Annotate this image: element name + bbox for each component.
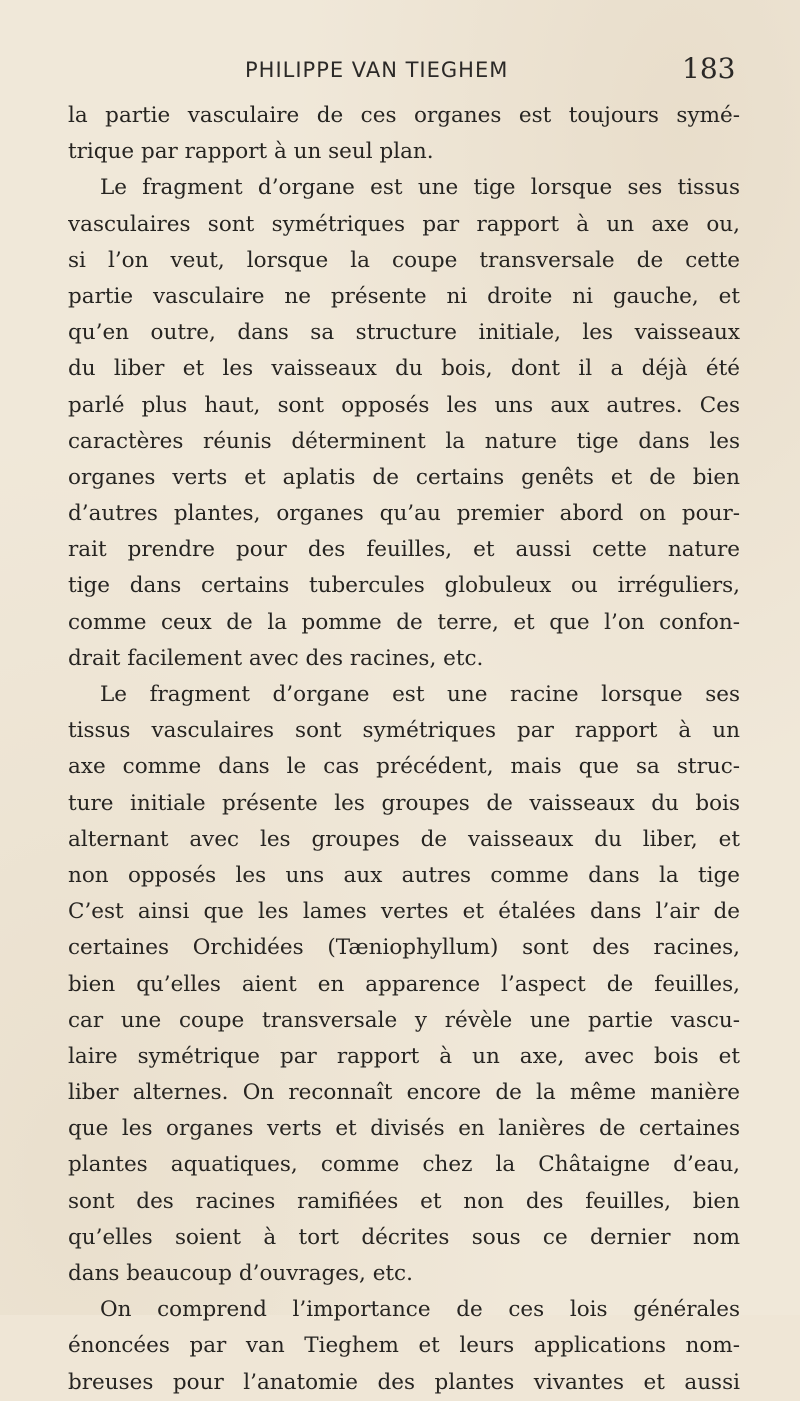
body-text (68, 98, 740, 1401)
paragraph-start-line: Le fragment d’organe est une racine lorsque ses (100, 682, 740, 707)
text-line: trique par rapport à un seul plan. (68, 139, 434, 165)
text-line: qu’elles soient à tort décrites sous ce dernier nom (68, 1224, 740, 1250)
text-line: si l’on veut, lorsque la coupe transversale de cette (68, 247, 740, 273)
text-line: dans beaucoup d’ouvrages, etc. (68, 1261, 413, 1286)
text-line: parlé plus haut, sont opposés les uns aux autres. Ces (68, 392, 740, 418)
text-line: ture initiale présente les groupes de vaisseaux du bois (68, 790, 740, 816)
text-line: organes verts et aplatis de certains genêts et de bien (68, 464, 740, 490)
page-header (0, 52, 800, 92)
text-line: certaines Orchidées (Tæniophyllum) sont des racines, (68, 935, 740, 961)
text-line: la partie vasculaire de ces organes est toujours symé- (68, 103, 740, 128)
text-line: liber alternes. On reconnaît encore de la même manière (68, 1080, 740, 1106)
text-line: que les organes verts et divisés en lanières de certaines (68, 1116, 740, 1142)
text-line: rait prendre pour des feuilles, et aussi cette nature (68, 537, 740, 563)
text-line: breuses pour l’anatomie des plantes vivantes et aussi (68, 1369, 740, 1395)
text-line: caractères réunis déterminent la nature tige dans les (68, 428, 740, 454)
paragraph-start-line: On comprend l’importance de ces lois générales (100, 1297, 740, 1323)
text-line: d’autres plantes, organes qu’au premier abord on pour- (68, 501, 740, 527)
text-line: du liber et les vaisseaux du bois, dont il a déjà été (68, 356, 740, 382)
text-line: laire symétrique par rapport à un axe, avec bois et (68, 1043, 740, 1069)
paragraph-start-line: Le fragment d’organe est une tige lorsque ses tissus (100, 175, 740, 201)
text-line: plantes aquatiques, comme chez la Châtaigne d’eau, (68, 1152, 740, 1178)
page-number: 183 (682, 52, 736, 85)
text-line: qu’en outre, dans sa structure initiale, les vaisseaux (68, 320, 740, 346)
text-line: drait facilement avec des racines, etc. (68, 645, 484, 671)
text-line: sont des racines ramifiées et non des feuilles, bien (68, 1188, 740, 1214)
text-line: alternant avec les groupes de vaisseaux du liber, et (68, 826, 740, 852)
text-line: non opposés les uns aux autres comme dans la tige (68, 862, 740, 888)
text-line: énoncées par van Tieghem et leurs applications nom- (68, 1333, 740, 1359)
text-line: car une coupe transversale y révèle une partie vascu- (68, 1007, 740, 1033)
text-line: comme ceux de la pomme de terre, et que l’on confon- (68, 609, 740, 635)
text-line: C’est ainsi que les lames vertes et étalées dans l’air de (68, 899, 740, 925)
text-line: tissus vasculaires sont symétriques par rapport à un (68, 718, 740, 744)
text-line: vasculaires sont symétriques par rapport à un axe ou, (68, 211, 740, 237)
text-line: bien qu’elles aient en apparence l’aspect de feuilles, (68, 971, 740, 997)
running-head: PHILIPPE VAN TIEGHEM (245, 58, 509, 82)
text-line: tige dans certains tubercules globuleux ou irréguliers, (68, 573, 740, 599)
text-line: axe comme dans le cas précédent, mais que sa struc- (68, 754, 740, 780)
text-line: partie vasculaire ne présente ni droite ni gauche, et (68, 283, 740, 309)
